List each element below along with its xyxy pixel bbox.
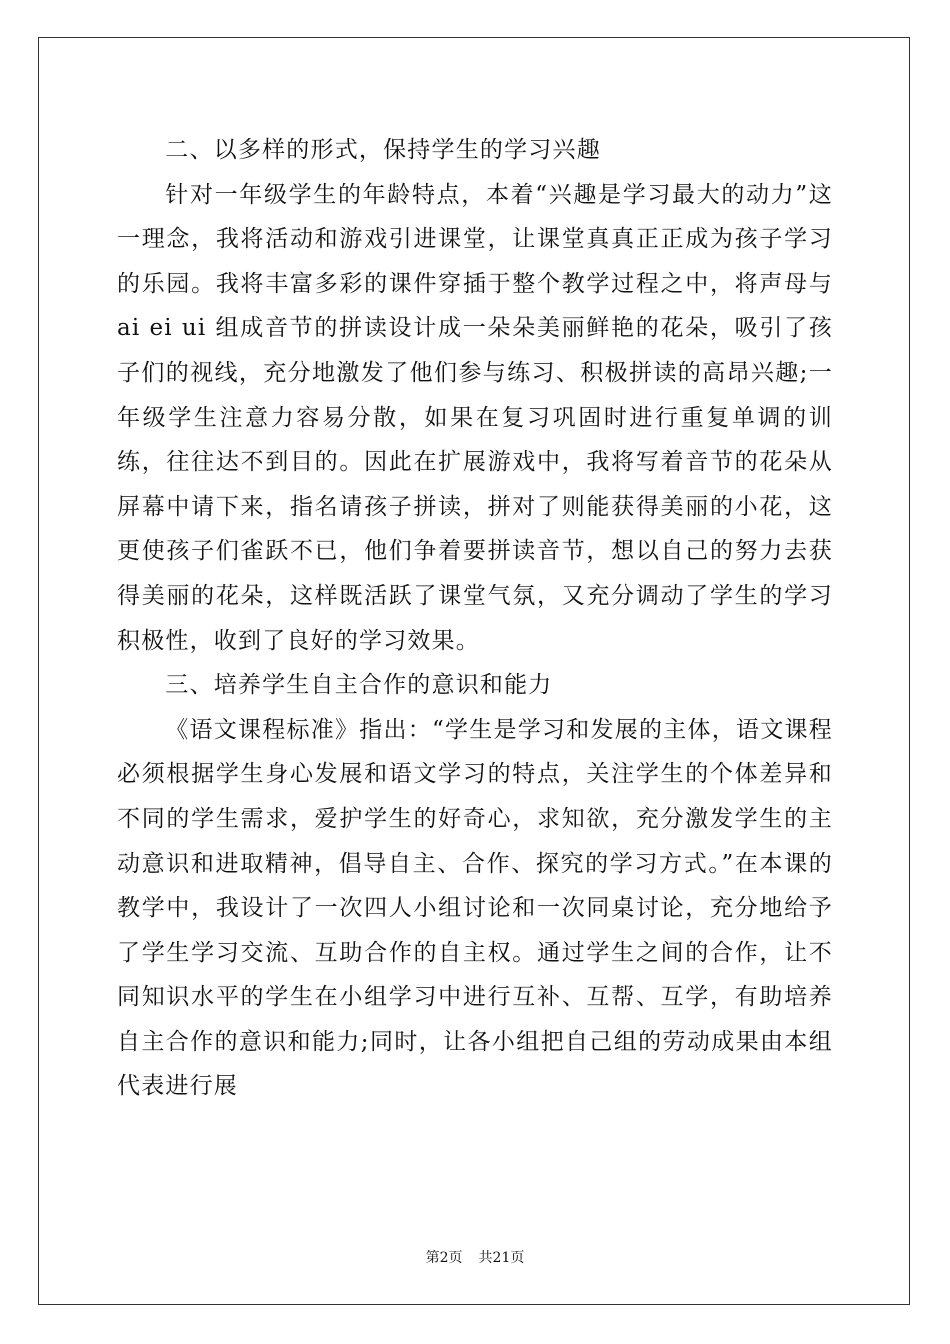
total-page-count: 共21页: [478, 1250, 525, 1266]
body-paragraph-1: 针对一年级学生的年龄特点，本着“兴趣是学习最大的动力”这一理念，我将活动和游戏引进课堂，让课堂真真正正成为孩子学习的乐园。我将丰富多彩的课件穿插于整个教学过程之中，将声母与 ai ei ui 组成音节的拼读设计成一朵朵美丽鲜艳的花朵，吸引了孩子们的视线，充分地激发了他们参与练习、积极拼读的高昂兴趣;一年级学生注意力容易分散，如果在复习巩固时进行重复单调的训练，往往达不到目的。因此在扩展游戏中，我将写着音节的花朵从屏幕中请下来，指名请孩子拼读，拼对了则能获得美丽的小花，这更使孩子们雀跃不已，他们争着要拼读音节，想以自己的努力去获得美丽的花朵，这样既活跃了课堂气氛，又充分调动了学生的学习积极性，收到了良好的学习效果。: [117, 181, 833, 654]
page-footer: [0, 1247, 950, 1267]
body-paragraph-2: 《语文课程标准》指出：“学生是学习和发展的主体，语文课程必须根据学生身心发展和语文学习的特点，关注学生的个体差异和不同的学生需求，爱护学生的好奇心，求知欲，充分激发学生的主动意识和进取精神，倡导自主、合作、探究的学习方式。”在本课的教学中，我设计了一次四人小组讨论和一次同桌讨论，充分地给予了学生学习交流、互助合作的自主权。通过学生之间的合作，让不同知识水平的学生在小组学习中进行互补、互帮、互学，有助培养自主合作的意识和能力;同时，让各小组把自己组的劳动成果由本组代表进行展: [117, 716, 833, 1100]
current-page-number: 第2页: [425, 1250, 463, 1266]
document-body: [117, 128, 833, 1109]
section-heading-3: 三、培养学生自主合作的意识和能力: [165, 672, 553, 699]
section-heading-2: 二、以多样的形式，保持学生的学习兴趣: [165, 137, 601, 163]
